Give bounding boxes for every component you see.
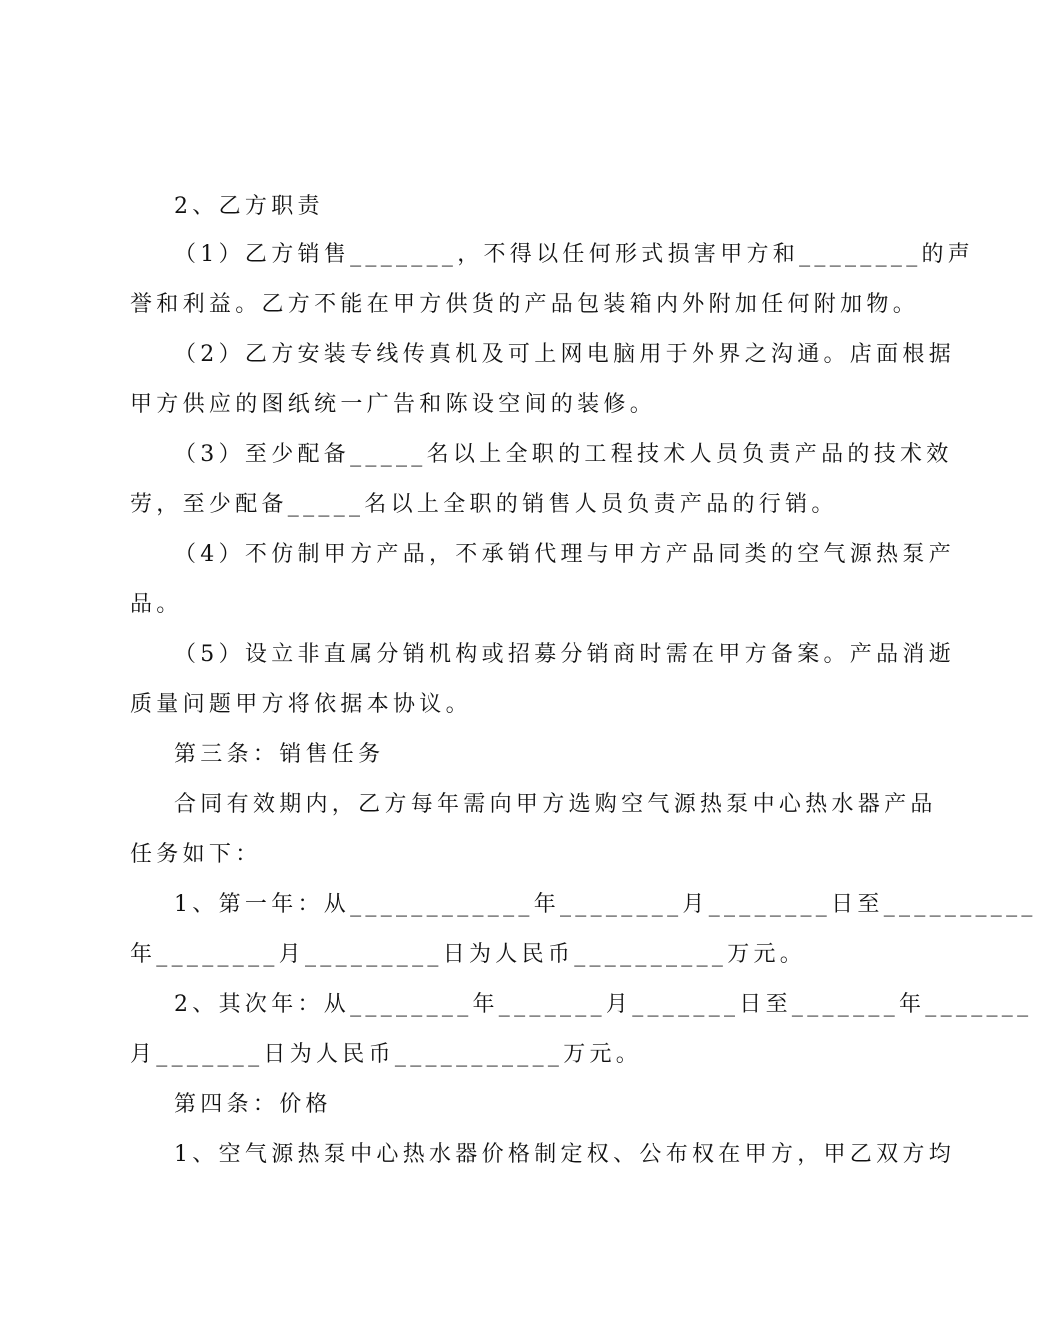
- paragraph-line: 1、第一年：从____________年________月________日至__________: [174, 892, 1037, 917]
- paragraph-line: （3）至少配备_____名以上全职的工程技术人员负责产品的技术效: [174, 442, 953, 467]
- paragraph-line: 品。: [130, 592, 183, 617]
- paragraph-line: 1、空气源热泵中心热水器价格制定权、公布权在甲方，甲乙双方均: [174, 1142, 955, 1167]
- paragraph-line: （4）不仿制甲方产品，不承销代理与甲方产品同类的空气源热泵产: [174, 542, 955, 567]
- article-heading-sales-task: 第三条：销售任务: [174, 742, 385, 767]
- paragraph-line: 甲方供应的图纸统一广告和陈设空间的装修。: [130, 392, 657, 417]
- paragraph-line: 年________月_________日为人民币__________万元。: [130, 942, 807, 967]
- paragraph-line: 月_______日为人民币___________万元。: [130, 1042, 643, 1067]
- paragraph-line: 劳，至少配备_____名以上全职的销售人员负责产品的行销。: [130, 492, 838, 517]
- paragraph-line: 任务如下：: [130, 842, 262, 867]
- paragraph-line: 合同有效期内，乙方每年需向甲方选购空气源热泵中心热水器产品: [174, 792, 937, 817]
- section-heading-party-b-duties: 2、乙方职责: [174, 194, 324, 219]
- article-heading-price: 第四条：价格: [174, 1092, 332, 1117]
- paragraph-line: （2）乙方安装专线传真机及可上网电脑用于外界之沟通。店面根据: [174, 342, 955, 367]
- paragraph-line: 2、其次年：从________年_______月_______日至_______年_______: [174, 992, 1033, 1017]
- paragraph-line: 质量问题甲方将依据本协议。: [130, 692, 472, 717]
- paragraph-line: 誉和利益。乙方不能在甲方供货的产品包装箱内外附加任何附加物。: [130, 292, 920, 317]
- paragraph-line: （5）设立非直属分销机构或招募分销商时需在甲方备案。产品消逝: [174, 642, 955, 667]
- paragraph-line: （1）乙方销售_______，不得以任何形式损害甲方和________的声: [174, 242, 975, 267]
